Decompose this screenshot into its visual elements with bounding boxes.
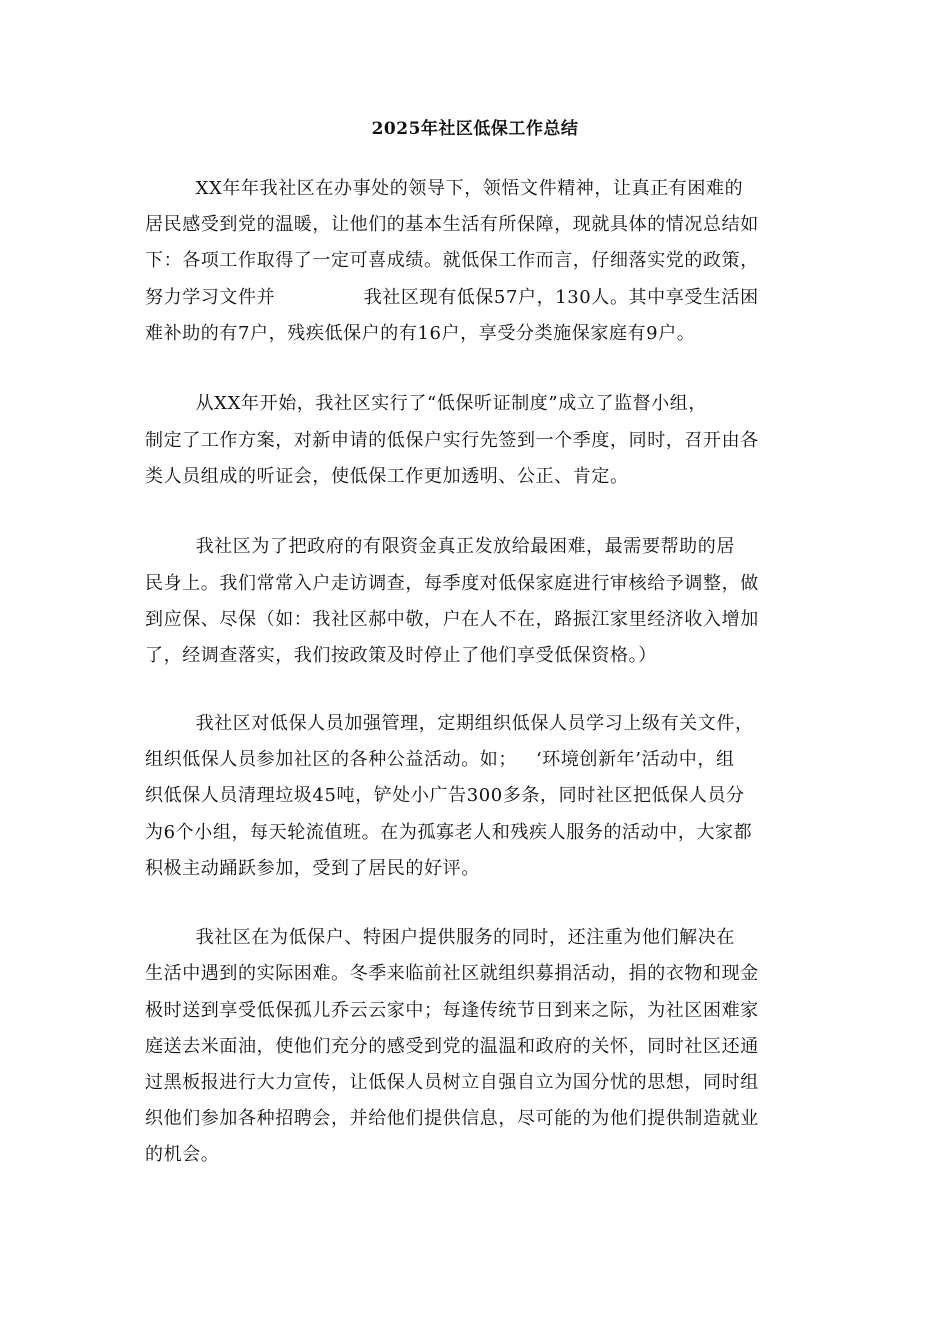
paragraph-5-line-3: 极时送到享受低保孤儿乔云云家中；每逢传统节日到来之际，为社区困难家 (145, 1000, 759, 1021)
paragraph-4-line-1: 我社区对低保人员加强管理，定期组织低保人员学习上级有关文件， (145, 713, 754, 734)
paragraph-3-line-3: 到应保、尽保（如：我社区郝中敬，户在人不在，路振江家里经济收入增加 (145, 609, 759, 630)
paragraph-1-line-3: 下：各项工作取得了一定可喜成绩。就低保工作而言，仔细落实党的政策， (145, 250, 759, 271)
paragraph-5-line-7: 的机会。 (145, 1144, 220, 1165)
paragraph-5-line-6: 织他们参加各种招聘会，并给他们提供信息，尽可能的为他们提供制造就业 (145, 1108, 759, 1129)
paragraph-5-line-4: 庭送去米面油，使他们充分的感受到党的温温和政府的关怀，同时社区还通 (145, 1036, 759, 1057)
paragraph-1-line-5: 难补助的有7户，残疾低保户的有16户，享受分类施保家庭有9户。 (145, 323, 696, 344)
paragraph-4-line-3: 织低保人员清理垃圾45吨，铲处小广告300多条，同时社区把低保人员分 (145, 785, 745, 806)
paragraph-3-line-4: 了，经调查落实，我们按政策及时停止了他们享受低保资格。） (145, 645, 657, 666)
paragraph-3-line-1: 我社区为了把政府的有限资金真正发放给最困难，最需要帮助的居 (145, 536, 735, 557)
paragraph-4-line-2: 组织低保人员参加社区的各种公益活动。如； ‘环境创新年’活动中，组 (145, 749, 735, 770)
paragraph-1-line-1: XX年年我社区在办事处的领导下，领悟文件精神，让真正有困难的 (145, 178, 744, 199)
paragraph-5-line-1: 我社区在为低保户、特困户提供服务的同时，还注重为他们解决在 (145, 927, 735, 948)
paragraph-5-line-2: 生活中遇到的实际困难。冬季来临前社区就组织募捐活动，捐的衣物和现金 (145, 963, 759, 984)
paragraph-4-line-5: 积极主动踊跃参加，受到了居民的好评。 (145, 858, 480, 879)
document-title: 2025年社区低保工作总结 (371, 119, 579, 139)
paragraph-2-line-3: 类人员组成的听证会，使低保工作更加透明、公正、肯定。 (145, 466, 629, 487)
paragraph-2-line-2: 制定了工作方案，对新申请的低保户实行先签到一个季度，同时，召开由各 (145, 430, 759, 451)
paragraph-3-line-2: 民身上。我们常常入户走访调查，每季度对低保家庭进行审核给予调整，做 (145, 573, 759, 594)
paragraph-1-line-2: 居民感受到党的温暖，让他们的基本生活有所保障，现就具体的情况总结如 (145, 214, 759, 235)
paragraph-4-line-4: 为6个小组，每天轮流值班。在为孤寡老人和残疾人服务的活动中，大家都 (145, 822, 753, 843)
paragraph-1-line-4: 努力学习文件并 我社区现有低保57户，130人。其中享受生活困 (145, 287, 759, 308)
paragraph-2-line-1: 从XX年开始，我社区实行了“低保听证制度”成立了监督小组， (145, 393, 708, 414)
paragraph-5-line-5: 过黑板报进行大力宣传，让低保人员树立自强自立为国分忧的思想，同时组 (145, 1072, 759, 1093)
